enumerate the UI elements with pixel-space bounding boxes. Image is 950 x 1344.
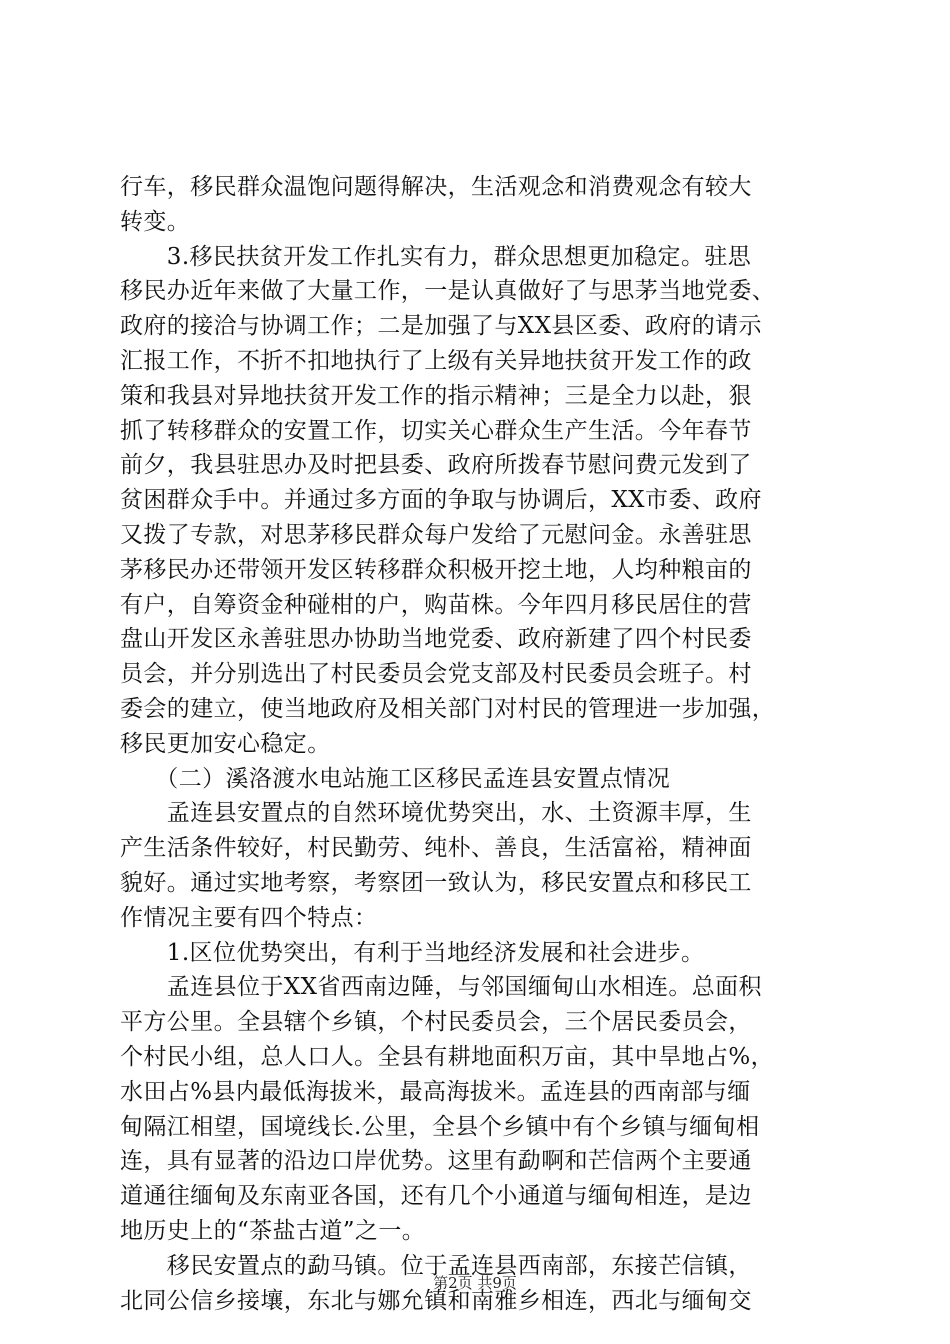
text-line: 行车，移民群众温饱问题得解决，生活观念和消费观念有较大 xyxy=(120,174,752,200)
text-line: 移民办近年来做了大量工作，一是认真做好了与思茅当地党委、 xyxy=(120,278,776,305)
text-line: 移民安置点的勐马镇。位于孟连县西南部，东接芒信镇， xyxy=(120,1252,752,1279)
text-line: 1.区位优势突出，有利于当地经济发展和社会进步。 xyxy=(120,939,705,966)
text-line: 抓了转移群众的安置工作，切实关心群众生产生活。今年春节 xyxy=(120,417,752,444)
text-line: 产生活条件较好，村民勤劳、纯朴、善良，生活富裕，精神面 xyxy=(120,835,752,862)
text-line: 孟连县安置点的自然环境优势突出，水、土资源丰厚，生 xyxy=(120,800,752,827)
text-line: 有户，自筹资金种碰柑的户，购苗株。今年四月移民居住的营 xyxy=(120,591,752,618)
text-line: 3.移民扶贫开发工作扎实有力，群众思想更加稳定。驻思 xyxy=(120,243,752,270)
text-line: 茅移民办还带领开发区转移群众积极开挖土地，人均种粮亩的 xyxy=(120,556,752,583)
text-line: 前夕，我县驻思办及时把县委、政府所拨春节慰问费元发到了 xyxy=(120,452,752,479)
document-body xyxy=(120,170,840,1318)
text-line: 地历史上的“茶盐古道”之一。 xyxy=(120,1217,426,1244)
text-line: 甸隔江相望，国境线长.公里，全县个乡镇中有个乡镇与缅甸相 xyxy=(120,1113,760,1140)
text-line: 又拨了专款，对思茅移民群众每户发给了元慰问金。永善驻思 xyxy=(120,521,752,548)
text-line: 作情况主要有四个特点： xyxy=(120,904,378,931)
text-line: 平方公里。全县辖个乡镇，个村民委员会，三个居民委员会， xyxy=(120,1009,752,1036)
text-line: 政府的接洽与协调工作；二是加强了与XX县区委、政府的请示 xyxy=(120,313,762,340)
text-line: 贫困群众手中。并通过多方面的争取与协调后，XX市委、政府 xyxy=(120,487,762,514)
text-line: 貌好。通过实地考察，考察团一致认为，移民安置点和移民工 xyxy=(120,869,752,896)
text-line: 孟连县位于XX省西南边陲，与邻国缅甸山水相连。总面积 xyxy=(120,974,762,1001)
text-line: （二）溪洛渡水电站施工区移民孟连县安置点情况 xyxy=(120,765,671,792)
text-line: 道通往缅甸及东南亚各国，还有几个小通道与缅甸相连，是边 xyxy=(120,1183,752,1210)
text-line: 北同公信乡接壤，东北与娜允镇和南雅乡相连，西北与缅甸交 xyxy=(120,1287,752,1314)
page-number-footer: 第2页 共9页 xyxy=(433,1274,517,1292)
text-line: 水田占%县内最低海拔米，最高海拔米。孟连县的西南部与缅 xyxy=(120,1078,751,1105)
text-line: 委会的建立，使当地政府及相关部门对村民的管理进一步加强， xyxy=(120,695,776,722)
text-line: 转变。 xyxy=(120,208,191,235)
text-line: 移民更加安心稳定。 xyxy=(120,730,331,757)
text-line: 连，具有显著的沿边口岸优势。这里有勐啊和芒信两个主要通 xyxy=(120,1148,752,1175)
text-line: 策和我县对异地扶贫开发工作的指示精神；三是全力以赴，狠 xyxy=(120,382,752,409)
text-line: 盘山开发区永善驻思办协助当地党委、政府新建了四个村民委 xyxy=(120,626,752,653)
text-line: 员会，并分别选出了村民委员会党支部及村民委员会班子。村 xyxy=(120,661,752,688)
text-line: 汇报工作，不折不扣地执行了上级有关异地扶贫开发工作的政 xyxy=(120,347,752,374)
text-line: 个村民小组，总人口人。全县有耕地面积万亩，其中旱地占%， xyxy=(120,1043,775,1070)
